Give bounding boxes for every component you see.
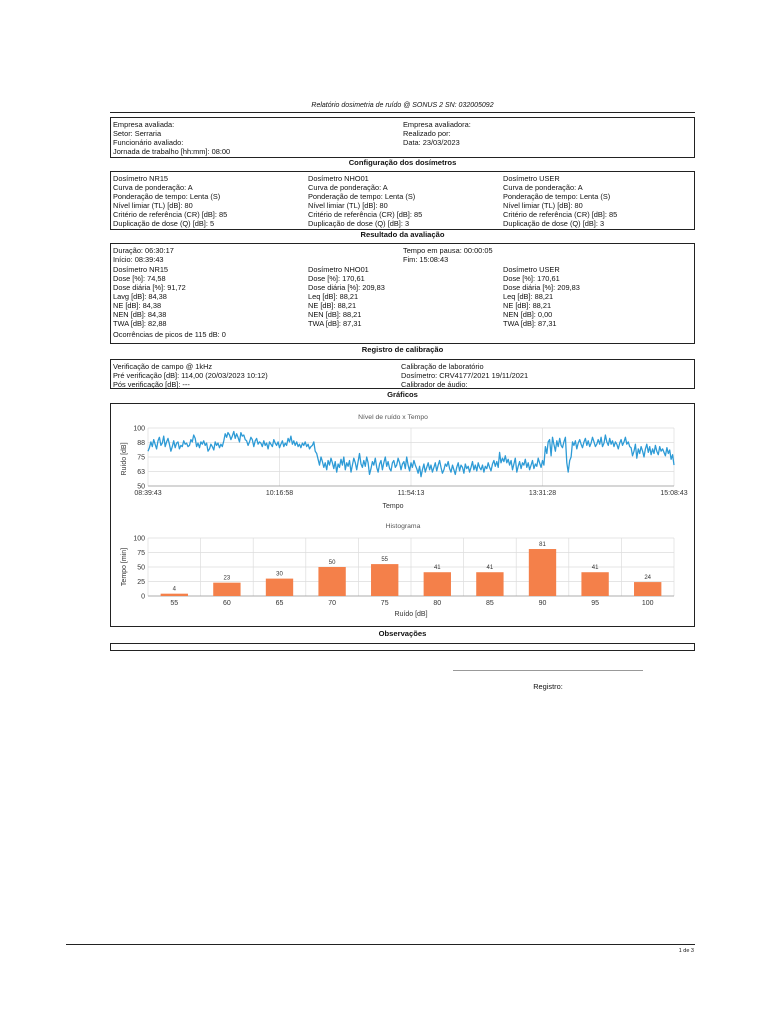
result-line: Lavg [dB]: 84,38 — [113, 292, 167, 302]
histogram-bar — [424, 572, 451, 596]
graphs-box — [110, 403, 695, 627]
signature-label: Registro: — [533, 682, 563, 691]
result-title: Resultado da avaliação — [360, 230, 445, 239]
config-line: Duplicação de dose (Q) [dB]: 3 — [503, 219, 605, 229]
config-line: Curva de ponderação: A — [308, 183, 388, 193]
line-chart-y-tick: 88 — [137, 440, 145, 447]
result-peaks: Ocorrências de picos de 115 dB: 0 — [113, 330, 226, 339]
result-duration: Duração: 06:30:17 — [113, 246, 174, 255]
bar-chart-x-tick: 100 — [641, 600, 654, 607]
histogram-bar-label: 41 — [433, 565, 441, 572]
bar-chart-y-tick: 100 — [133, 535, 145, 543]
result-line: TWA [dB]: 87,31 — [503, 319, 557, 329]
graphs-title: Gráficos — [387, 390, 418, 399]
line-chart-x-tick: 15:08:43 — [660, 490, 688, 497]
calibration-line: Dosímetro: CRV4177/2021 19/11/2021 — [401, 371, 529, 381]
result-line: Dose [%]: 170,61 — [308, 274, 365, 284]
config-col-user — [503, 174, 617, 228]
result-line: TWA [dB]: 87,31 — [308, 319, 362, 329]
config-title: Configuração dos dosímetros — [348, 158, 457, 167]
result-col-nr15 — [113, 265, 186, 328]
noise-level-chart — [111, 404, 694, 516]
line-chart-ylabel: Ruído [dB] — [121, 442, 128, 476]
bar-chart-y-ticks — [133, 536, 145, 601]
observations-box — [110, 643, 695, 651]
header-evaluator: Empresa avaliadora: — [403, 120, 471, 129]
bar-chart-xlabel: Ruído [dB] — [394, 611, 428, 618]
line-chart-y-tick: 75 — [137, 454, 145, 462]
result-timing-right — [403, 246, 493, 264]
config-line: Nível limiar (TL) [dB]: 80 — [113, 201, 193, 211]
result-col-nho01 — [308, 265, 385, 328]
bar-chart-x-tick: 60 — [223, 600, 231, 607]
config-col-nr15 — [113, 174, 227, 228]
line-chart-y-ticks — [133, 426, 145, 491]
result-pause: Tempo em pausa: 00:00:05 — [403, 246, 493, 255]
header-right — [403, 120, 471, 147]
header-left — [113, 120, 230, 156]
config-line: Ponderação de tempo: Lenta (S) — [308, 192, 416, 202]
config-box — [110, 171, 695, 230]
config-col-nho01 — [308, 174, 422, 228]
result-timing-left — [113, 246, 174, 264]
result-line: Dose diária [%]: 209,83 — [503, 283, 580, 293]
result-line: Leq [dB]: 88,21 — [308, 292, 359, 302]
header-company: Empresa avaliada: — [113, 120, 175, 129]
line-chart-y-tick: 63 — [137, 469, 145, 476]
config-line: Dosímetro USER — [503, 174, 560, 183]
result-line: NE [dB]: 88,21 — [503, 301, 552, 311]
result-line: NE [dB]: 88,21 — [308, 301, 357, 311]
header-workday: Jornada de trabalho [hh:mm]: 08:00 — [113, 147, 231, 157]
histogram-bar — [581, 572, 608, 596]
calibration-box — [110, 359, 695, 389]
calibration-title: Registro de calibração — [361, 345, 444, 354]
line-chart-x-tick: 13:31:28 — [528, 490, 557, 497]
header-employee: Funcionário avaliado: — [113, 138, 184, 148]
bar-chart-ylabel: Tempo [min] — [121, 547, 128, 587]
calibration-line: Calibração de laboratório — [401, 362, 484, 371]
config-line: Critério de referência (CR) [dB]: 85 — [503, 210, 618, 220]
result-line: Dose diária [%]: 209,83 — [308, 283, 385, 293]
histogram-bar — [371, 564, 398, 596]
histogram-chart — [111, 519, 694, 625]
calibration-right — [401, 362, 528, 389]
bar-chart-x-tick: 65 — [275, 600, 284, 607]
histogram-bar-label: 55 — [381, 557, 389, 564]
bar-chart-x-tick: 70 — [328, 600, 336, 607]
calibration-line: Calibrador de áudio: — [401, 380, 468, 390]
result-line: Dose [%]: 74,58 — [113, 274, 166, 284]
result-line: Dose [%]: 170,61 — [503, 274, 560, 284]
calibration-line: Verificação de campo @ 1kHz — [113, 362, 213, 371]
bar-chart-x-tick: 75 — [380, 600, 389, 607]
bar-chart-x-tick: 95 — [591, 600, 599, 607]
result-line: NE [dB]: 84,38 — [113, 301, 162, 311]
line-chart-xlabel: Tempo — [382, 503, 404, 510]
line-chart-x-tick: 08:39:43 — [134, 490, 162, 497]
result-line: TWA [dB]: 82,88 — [113, 319, 167, 329]
result-line: NEN [dB]: 0,00 — [503, 310, 553, 320]
observations-title: Observações — [378, 629, 427, 638]
line-chart-x-tick: 11:54:13 — [397, 490, 425, 497]
page-number: 1 de 3 — [678, 948, 694, 954]
config-line: Ponderação de tempo: Lenta (S) — [503, 192, 611, 202]
bar-chart-y-tick: 50 — [137, 564, 145, 572]
bar-chart-y-tick: 25 — [137, 579, 145, 586]
result-start: Início: 08:39:43 — [113, 255, 164, 265]
header-box — [110, 117, 695, 158]
config-line: Nível limiar (TL) [dB]: 80 — [503, 201, 583, 211]
bar-chart-y-tick: 75 — [137, 550, 145, 557]
title-rule — [110, 112, 695, 113]
result-line: NEN [dB]: 84,38 — [113, 310, 167, 320]
signature-line — [453, 670, 643, 671]
config-line: Dosímetro NR15 — [113, 174, 169, 183]
line-chart-y-tick: 100 — [133, 425, 145, 433]
bar-chart-x-ticks — [170, 600, 653, 607]
histogram-bar-label: 4 — [172, 586, 176, 593]
calibration-left — [113, 362, 268, 389]
histogram-bar-label: 81 — [539, 542, 546, 549]
config-line: Curva de ponderação: A — [503, 183, 583, 193]
calibration-line: Pré verificação [dB]: 114,00 (20/03/2023 10:12) — [113, 371, 268, 381]
result-line: Dosímetro NHO01 — [308, 265, 369, 274]
histogram-bar — [213, 583, 240, 596]
header-performed-by: Realizado por: — [403, 129, 451, 139]
result-line: Dose diária [%]: 91,72 — [113, 283, 186, 293]
histogram-bar — [634, 582, 661, 596]
bar-chart-x-tick: 85 — [486, 600, 494, 607]
bar-chart-x-tick: 80 — [433, 600, 442, 607]
bar-chart-title: Histograma — [385, 523, 421, 530]
footer-rule — [66, 944, 695, 945]
histogram-bar — [529, 549, 556, 596]
config-line: Duplicação de dose (Q) [dB]: 3 — [308, 219, 410, 229]
histogram-bar-label: 23 — [223, 575, 231, 582]
histogram-bar — [266, 579, 293, 596]
histogram-bar-label: 41 — [486, 565, 494, 572]
report-title: Relatório dosimetria de ruído @ SONUS 2 SN: 032005092 — [311, 102, 494, 109]
result-line: Dosímetro USER — [503, 265, 560, 274]
header-sector: Setor: Serraria — [113, 129, 162, 139]
result-line: Dosímetro NR15 — [113, 265, 169, 274]
histogram-bar — [318, 567, 345, 596]
header-date: Data: 23/03/2023 — [403, 138, 460, 148]
histogram-bar — [161, 594, 188, 596]
result-box — [110, 243, 695, 344]
config-line: Critério de referência (CR) [dB]: 85 — [308, 210, 423, 220]
histogram-bar-label: 30 — [276, 571, 283, 578]
result-end: Fim: 15:08:43 — [403, 255, 449, 265]
config-line: Curva de ponderação: A — [113, 183, 193, 193]
line-chart-x-ticks — [134, 490, 687, 497]
histogram-bar-label: 24 — [644, 575, 652, 582]
histogram-bar — [476, 572, 503, 596]
calibration-line: Pós verificação [dB]: --- — [113, 380, 190, 390]
result-line: NEN [dB]: 88,21 — [308, 310, 362, 320]
line-chart-title: Nível de ruído x Tempo — [358, 414, 428, 421]
config-line: Ponderação de tempo: Lenta (S) — [113, 192, 221, 202]
line-chart-x-tick: 10:16:58 — [265, 490, 294, 497]
config-line: Nível limiar (TL) [dB]: 80 — [308, 201, 388, 211]
bar-chart-x-tick: 55 — [170, 600, 179, 607]
line-chart-y-tick: 50 — [137, 483, 145, 491]
config-line: Dosímetro NHO01 — [308, 174, 369, 183]
result-col-user — [503, 265, 580, 328]
bar-chart-x-tick: 90 — [538, 600, 547, 607]
config-line: Duplicação de dose (Q) [dB]: 5 — [113, 219, 215, 229]
config-line: Critério de referência (CR) [dB]: 85 — [113, 210, 228, 220]
histogram-bar-label: 41 — [591, 565, 599, 572]
histogram-bar-label: 50 — [328, 560, 336, 566]
bar-chart-y-tick: 0 — [141, 593, 145, 601]
result-line: Leq [dB]: 88,21 — [503, 292, 554, 302]
